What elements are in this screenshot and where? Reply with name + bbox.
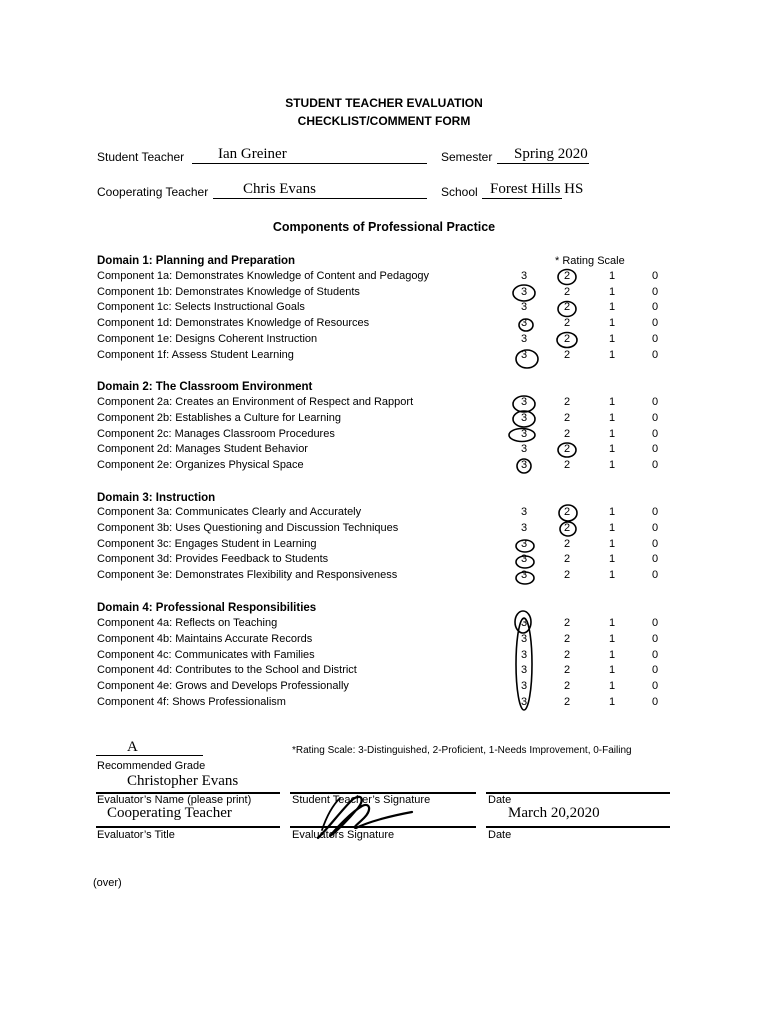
rating-option-1[interactable]: 1 bbox=[608, 348, 616, 361]
rating-scale-note: *Rating Scale: 3-Distinguished, 2-Proficient, 1-Needs Improvement, 0-Failing bbox=[292, 745, 632, 756]
rating-option-3[interactable]: 3 bbox=[520, 506, 528, 518]
rating-option-2[interactable]: 2 bbox=[563, 443, 571, 456]
rating-option-3[interactable]: 3 bbox=[520, 632, 528, 645]
rating-option-0[interactable]: 0 bbox=[651, 537, 659, 550]
rating-option-2[interactable]: 2 bbox=[563, 553, 571, 566]
rating-option-2[interactable]: 2 bbox=[563, 664, 571, 677]
component-label: Component 1e: Designs Coherent Instruction bbox=[97, 332, 318, 345]
rating-option-2[interactable]: 2 bbox=[563, 648, 571, 661]
rating-option-3[interactable]: 3 bbox=[520, 270, 528, 282]
component-label: Component 2d: Manages Student Behavior bbox=[97, 443, 308, 456]
date-label-2: Date bbox=[488, 829, 512, 841]
rating-option-1[interactable]: 1 bbox=[608, 427, 616, 440]
rating-option-0[interactable]: 0 bbox=[651, 664, 659, 677]
rating-option-1[interactable]: 1 bbox=[608, 664, 616, 677]
rating-option-1[interactable]: 1 bbox=[608, 553, 616, 566]
grade-value[interactable]: A bbox=[127, 739, 138, 755]
cooperating-teacher-label: Cooperating Teacher bbox=[97, 185, 209, 199]
component-label: Component 1a: Demonstrates Knowledge of Content and Pedagogy bbox=[97, 270, 430, 282]
rating-option-1[interactable]: 1 bbox=[608, 332, 616, 345]
rating-option-2[interactable]: 2 bbox=[563, 537, 571, 550]
school-label: School bbox=[441, 185, 478, 199]
rating-option-1[interactable]: 1 bbox=[608, 396, 616, 408]
rating-option-0[interactable]: 0 bbox=[651, 332, 659, 345]
date-label-1: Date bbox=[488, 794, 512, 806]
rating-option-0[interactable]: 0 bbox=[651, 427, 659, 440]
rating-option-2[interactable]: 2 bbox=[563, 506, 571, 518]
rating-option-0[interactable]: 0 bbox=[651, 521, 659, 534]
component-label: Component 4e: Grows and Develops Professionally bbox=[97, 680, 349, 693]
rating-option-3[interactable]: 3 bbox=[520, 332, 528, 345]
rating-option-0[interactable]: 0 bbox=[651, 411, 659, 424]
semester-label: Semester bbox=[441, 150, 493, 164]
rating-option-2[interactable]: 2 bbox=[563, 301, 571, 314]
domain-title: Domain 2: The Classroom Environment bbox=[97, 381, 313, 393]
rating-option-3[interactable]: 3 bbox=[520, 553, 528, 566]
grade-label: Recommended Grade bbox=[97, 760, 206, 772]
component-label: Component 3a: Communicates Clearly and Accurately bbox=[97, 506, 362, 518]
rating-option-1[interactable]: 1 bbox=[608, 443, 616, 456]
rating-option-3[interactable]: 3 bbox=[520, 617, 528, 629]
component-label: Component 2c: Manages Classroom Procedures bbox=[97, 427, 335, 440]
student-signature-label: Student Teacher’s Signature bbox=[292, 794, 431, 806]
rating-option-3[interactable]: 3 bbox=[520, 648, 528, 661]
rating-option-1[interactable]: 1 bbox=[608, 632, 616, 645]
rating-option-0[interactable]: 0 bbox=[651, 553, 659, 566]
rating-option-3[interactable]: 3 bbox=[520, 317, 528, 330]
component-label: Component 2a: Creates an Environment of Respect and Rapport bbox=[97, 396, 414, 408]
rating-option-2[interactable]: 2 bbox=[563, 521, 571, 534]
rating-option-2[interactable]: 2 bbox=[563, 396, 571, 408]
evaluator-name-label: Evaluator’s Name (please print) bbox=[97, 794, 252, 806]
rating-option-1[interactable]: 1 bbox=[608, 680, 616, 693]
rating-option-1[interactable]: 1 bbox=[608, 696, 616, 708]
rating-option-3[interactable]: 3 bbox=[520, 443, 528, 456]
rating-option-2[interactable]: 2 bbox=[563, 569, 571, 582]
rating-scale-header: * Rating Scale bbox=[555, 255, 625, 267]
rating-option-0[interactable]: 0 bbox=[651, 443, 659, 456]
evaluator-signature-label: Evaluators Signature bbox=[292, 829, 395, 841]
student-teacher-value[interactable]: Ian Greiner bbox=[218, 146, 287, 162]
rating-option-2[interactable]: 2 bbox=[563, 332, 571, 345]
rating-option-2[interactable]: 2 bbox=[563, 459, 571, 472]
component-label: Component 1b: Demonstrates Knowledge of Students bbox=[97, 285, 360, 298]
section-title: Components of Professional Practice bbox=[272, 220, 496, 234]
rating-option-3[interactable]: 3 bbox=[520, 301, 528, 314]
rating-option-2[interactable]: 2 bbox=[563, 317, 571, 330]
rating-option-0[interactable]: 0 bbox=[651, 396, 659, 408]
domain-title: Domain 4: Professional Responsibilities bbox=[97, 602, 317, 614]
component-label: Component 2e: Organizes Physical Space bbox=[97, 459, 304, 472]
component-label: Component 4f: Shows Professionalism bbox=[97, 696, 286, 708]
component-label: Component 2b: Establishes a Culture for Learning bbox=[97, 411, 341, 424]
rating-option-1[interactable]: 1 bbox=[608, 569, 616, 582]
rating-option-1[interactable]: 1 bbox=[608, 317, 616, 330]
component-label: Component 4c: Communicates with Families bbox=[97, 648, 315, 661]
rating-option-0[interactable]: 0 bbox=[651, 348, 659, 361]
rating-option-0[interactable]: 0 bbox=[651, 569, 659, 582]
domain-title: Domain 1: Planning and Preparation bbox=[97, 255, 296, 267]
form-title-line1: STUDENT TEACHER EVALUATION bbox=[285, 96, 483, 110]
rating-option-2[interactable]: 2 bbox=[563, 696, 571, 708]
rating-option-0[interactable]: 0 bbox=[651, 648, 659, 661]
rating-option-0[interactable]: 0 bbox=[651, 285, 659, 298]
rating-option-0[interactable]: 0 bbox=[651, 459, 659, 472]
rating-option-3[interactable]: 3 bbox=[520, 427, 528, 440]
rating-option-1[interactable]: 1 bbox=[608, 521, 616, 534]
rating-option-0[interactable]: 0 bbox=[651, 317, 659, 330]
rating-option-3[interactable]: 3 bbox=[520, 411, 528, 424]
domain-title: Domain 3: Instruction bbox=[97, 492, 216, 504]
component-label: Component 4b: Maintains Accurate Records bbox=[97, 632, 313, 645]
rating-option-2[interactable]: 2 bbox=[563, 411, 571, 424]
evaluator-title-label: Evaluator’s Title bbox=[97, 829, 175, 841]
date-value[interactable]: March 20,2020 bbox=[508, 805, 600, 821]
rating-option-1[interactable]: 1 bbox=[608, 411, 616, 424]
rating-option-1[interactable]: 1 bbox=[608, 648, 616, 661]
rating-option-1[interactable]: 1 bbox=[608, 617, 616, 629]
evaluator-title-value[interactable]: Cooperating Teacher bbox=[107, 805, 232, 821]
rating-option-3[interactable]: 3 bbox=[520, 348, 528, 361]
rating-option-0[interactable]: 0 bbox=[651, 270, 659, 282]
rating-option-1[interactable]: 1 bbox=[608, 270, 616, 282]
school-value[interactable]: Forest Hills HS bbox=[490, 181, 584, 197]
rating-option-3[interactable]: 3 bbox=[520, 459, 528, 472]
rating-option-0[interactable]: 0 bbox=[651, 301, 659, 314]
rating-option-3[interactable]: 3 bbox=[520, 680, 528, 693]
rating-option-2[interactable]: 2 bbox=[563, 270, 571, 282]
rating-option-0[interactable]: 0 bbox=[651, 632, 659, 645]
component-label: Component 4a: Reflects on Teaching bbox=[97, 617, 278, 629]
rating-option-0[interactable]: 0 bbox=[651, 506, 659, 518]
rating-option-0[interactable]: 0 bbox=[651, 680, 659, 693]
component-label: Component 1d: Demonstrates Knowledge of Resources bbox=[97, 317, 370, 330]
rating-option-1[interactable]: 1 bbox=[608, 506, 616, 518]
component-label: Component 3b: Uses Questioning and Discussion Techniques bbox=[97, 521, 399, 534]
rating-option-2[interactable]: 2 bbox=[563, 348, 571, 361]
component-label: Component 1c: Selects Instructional Goals bbox=[97, 301, 305, 314]
form-title-line2: CHECKLIST/COMMENT FORM bbox=[297, 114, 471, 128]
component-label: Component 3e: Demonstrates Flexibility and Responsiveness bbox=[97, 569, 398, 582]
component-label: Component 3c: Engages Student in Learning bbox=[97, 537, 317, 550]
rating-option-3[interactable]: 3 bbox=[520, 521, 528, 534]
rating-option-0[interactable]: 0 bbox=[651, 696, 659, 708]
rating-option-2[interactable]: 2 bbox=[563, 617, 571, 629]
rating-option-2[interactable]: 2 bbox=[563, 680, 571, 693]
rating-option-1[interactable]: 1 bbox=[608, 537, 616, 550]
rating-option-3[interactable]: 3 bbox=[520, 537, 528, 550]
rating-option-3[interactable]: 3 bbox=[520, 664, 528, 677]
rating-option-3[interactable]: 3 bbox=[520, 696, 528, 708]
rating-option-2[interactable]: 2 bbox=[563, 632, 571, 645]
rating-option-3[interactable]: 3 bbox=[520, 285, 528, 298]
rating-option-1[interactable]: 1 bbox=[608, 285, 616, 298]
rating-option-3[interactable]: 3 bbox=[520, 569, 528, 582]
component-label: Component 4d: Contributes to the School and District bbox=[97, 664, 357, 677]
component-label: Component 3d: Provides Feedback to Students bbox=[97, 553, 329, 566]
over-note: (over) bbox=[93, 877, 122, 889]
rating-option-2[interactable]: 2 bbox=[563, 285, 571, 298]
rating-option-0[interactable]: 0 bbox=[651, 617, 659, 629]
rating-option-1[interactable]: 1 bbox=[608, 459, 616, 472]
rating-option-1[interactable]: 1 bbox=[608, 301, 616, 314]
evaluator-name-value[interactable]: Christopher Evans bbox=[127, 773, 239, 789]
student-teacher-label: Student Teacher bbox=[97, 150, 185, 164]
rating-option-3[interactable]: 3 bbox=[520, 396, 528, 408]
component-label: Component 1f: Assess Student Learning bbox=[97, 348, 294, 361]
semester-value[interactable]: Spring 2020 bbox=[514, 146, 588, 162]
rating-option-2[interactable]: 2 bbox=[563, 427, 571, 440]
cooperating-teacher-value[interactable]: Chris Evans bbox=[243, 181, 316, 197]
